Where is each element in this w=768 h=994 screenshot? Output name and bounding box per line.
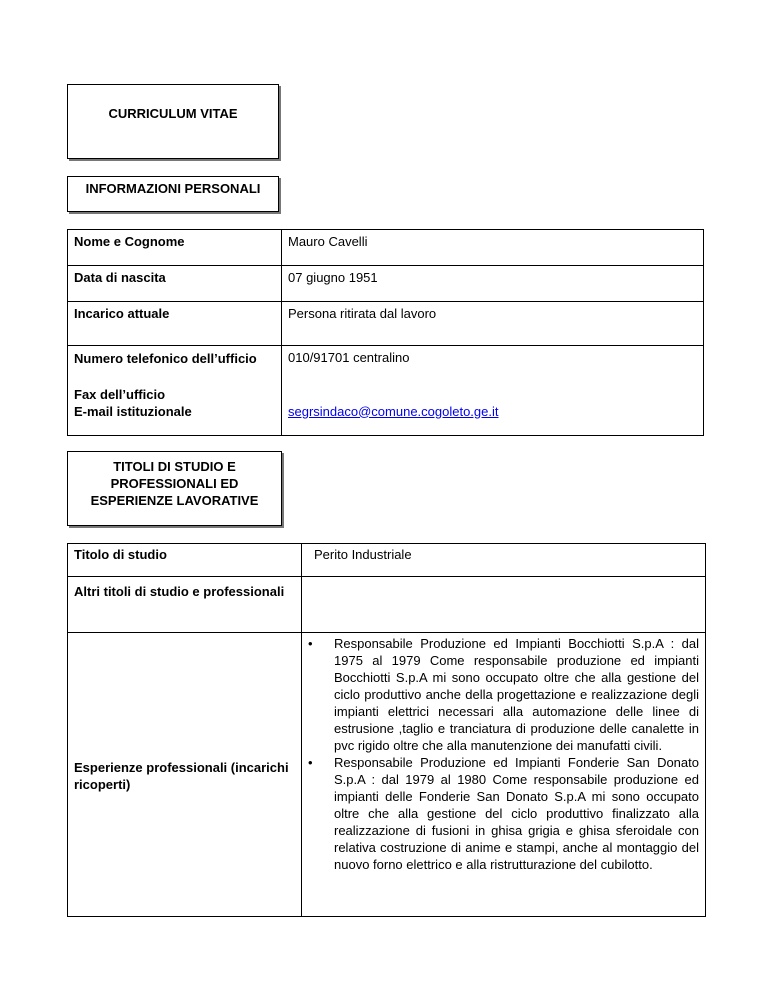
experience-list	[306, 635, 699, 873]
experience-text: Responsabile Produzione ed Impianti Fonderie San Donato S.p.A : dal 1979 al 1980 Come responsabile produzione ed impianti delle Fonderie San Donato S.p.A mi sono occupato oltre che alla gestione del ciclo produttivo finalizzato alla realizzazione di fusioni in ghisa grigia e ghisa sferoidale con relativa costruzione di anime e stampi, anche al montaggio del nuovo forno elettrico e alla ristrutturazione del cubilotto.	[334, 755, 699, 872]
bullet: •	[308, 636, 313, 651]
other-titles-value	[302, 577, 706, 633]
degree-value: Perito Industriale	[302, 544, 706, 577]
experience-cell	[302, 633, 706, 917]
current-role-value: Persona ritirata dal lavoro	[282, 302, 704, 346]
list-item	[308, 635, 699, 754]
phone-label: Numero telefonico dell’ufficio	[68, 346, 282, 386]
studies-heading-box	[67, 451, 282, 526]
current-role-label: Incarico attuale	[68, 302, 282, 346]
email-value-cell	[282, 403, 704, 436]
table-row	[68, 386, 704, 403]
table-row	[68, 346, 704, 386]
fax-value	[282, 386, 704, 403]
email-label: E-mail istituzionale	[68, 403, 282, 436]
table-row	[68, 577, 706, 633]
table-row	[68, 633, 706, 917]
personal-info-heading-box	[67, 176, 279, 212]
experience-label: Esperienze professionali (incarichi ricoperti)	[68, 633, 302, 917]
birthdate-label: Data di nascita	[68, 266, 282, 302]
name-label: Nome e Cognome	[68, 230, 282, 266]
personal-info-table	[67, 229, 704, 436]
table-row	[68, 230, 704, 266]
list-item	[308, 754, 699, 873]
birthdate-value: 07 giugno 1951	[282, 266, 704, 302]
personal-info-heading: INFORMAZIONI PERSONALI	[85, 181, 261, 196]
email-link[interactable]: segrsindaco@comune.cogoleto.ge.it	[288, 403, 499, 419]
phone-value: 010/91701 centralino	[282, 346, 704, 386]
table-row	[68, 266, 704, 302]
fax-label: Fax dell’ufficio	[68, 386, 282, 403]
studies-heading-line-2: PROFESSIONALI ED	[110, 476, 239, 491]
table-row	[68, 544, 706, 577]
cv-title-box	[67, 84, 279, 159]
studies-table	[67, 543, 706, 917]
name-value: Mauro Cavelli	[282, 230, 704, 266]
studies-heading-line-1: TITOLI DI STUDIO E	[113, 459, 236, 474]
other-titles-label: Altri titoli di studio e professionali	[68, 577, 302, 633]
table-row	[68, 403, 704, 436]
studies-heading-line-3: ESPERIENZE LAVORATIVE	[90, 493, 259, 508]
cv-title: CURRICULUM VITAE	[108, 106, 238, 121]
table-row	[68, 302, 704, 346]
degree-label: Titolo di studio	[68, 544, 302, 577]
experience-text: Responsabile Produzione ed Impianti Bocchiotti S.p.A : dal 1975 al 1979 Come responsabile produzione ed impianti Bocchiotti S.p.A mi sono occupato oltre che alla gestione del ciclo produttivo anche della progettazione e realizzazione degli impianti elettrici necessari alla automazione delle linee di estrusione ,taglio e tranciatura di produzione delle canalette in pvc rigido oltre che alla manutenzione dei manufatti civili.	[334, 636, 699, 753]
bullet: •	[308, 755, 313, 770]
